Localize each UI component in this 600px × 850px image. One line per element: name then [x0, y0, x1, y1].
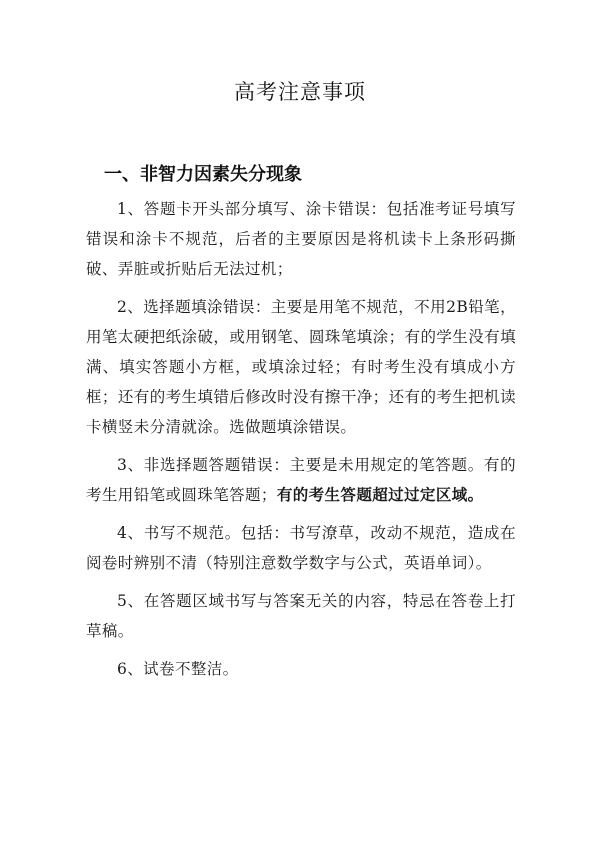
- paragraph-item-3-bold-text: 有的考生答题超过过定区域。: [276, 485, 484, 504]
- paragraph-item-6: 6、试卷不整洁。: [117, 660, 239, 678]
- paragraph-item-4: 4、书写不规范。包括：书写潦草，改动不规范，造成在阅卷时辨别不清（特别注意数学数字与公式，英语单词）。: [86, 524, 516, 572]
- page-title: 高考注意事项: [234, 80, 366, 104]
- body-text: [86, 194, 516, 692]
- paragraph-item-2: 2、选择题填涂错误：主要是用笔不规范，不用2B铅笔，用笔太硬把纸涂破，或用钢笔、圆珠笔填涂；有的学生没有填满、填实答题小方框，或填涂过轻；有时考生没有填成小方框；还有的考生填错后修改时没有擦干净；还有的考生把机读卡横竖未分清就涂。选做题填涂错误。: [86, 298, 516, 436]
- paragraph-item-3: [86, 450, 516, 510]
- paragraph-item-1: 1、答题卡开头部分填写、涂卡错误：包括准考证号填写错误和涂卡不规范，后者的主要原因是将机读卡上条形码撕破、弄脏或折贴后无法过机；: [86, 200, 516, 278]
- paragraph-item-5: 5、在答题区域书写与答案无关的内容，特忌在答卷上打草稿。: [86, 592, 516, 640]
- section-heading: 一、非智力因素失分现象: [104, 164, 302, 185]
- paragraph-item-3-text: 3、非选择题答题错误：主要是未用规定的笔答题。有的考生用铅笔或圆珠笔答题；: [86, 456, 516, 504]
